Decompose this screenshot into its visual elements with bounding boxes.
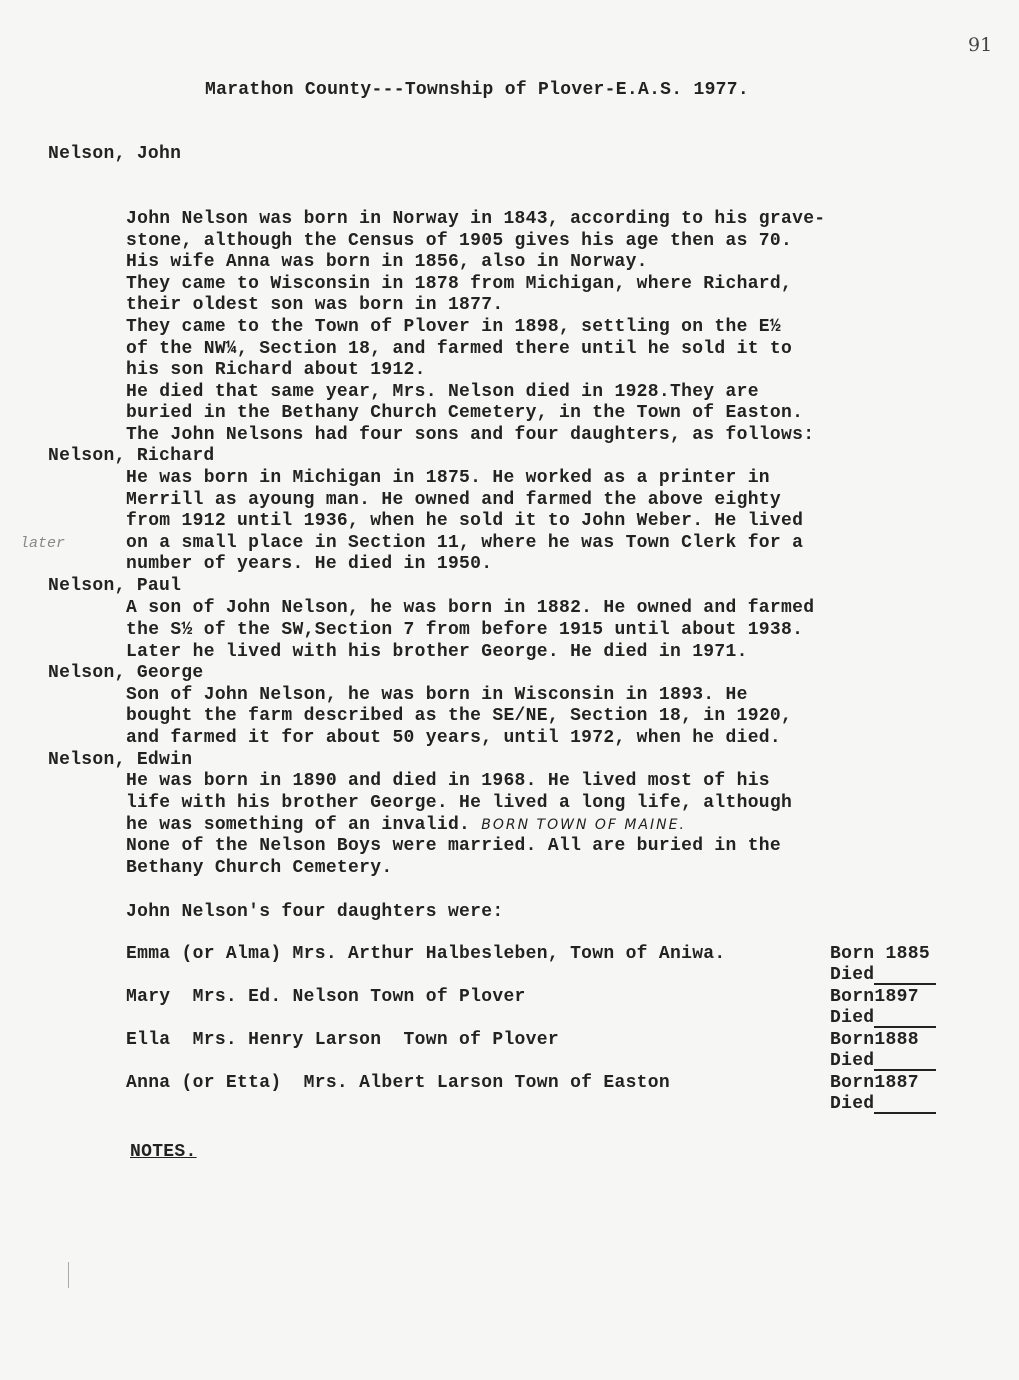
born-year: 1887 <box>874 1073 919 1093</box>
died-field <box>830 965 936 985</box>
died-field <box>830 1008 936 1028</box>
text-line: He was born in Michigan in 1875. He worked as a printer in <box>126 468 770 488</box>
born-label: Born <box>830 987 875 1007</box>
entry-name-richard: Nelson, Richard <box>48 446 215 466</box>
text-line: He died that same year, Mrs. Nelson died in 1928.They are <box>126 382 759 402</box>
text-line: Bethany Church Cemetery. <box>126 858 393 878</box>
born-field <box>830 987 919 1007</box>
text-line: They came to the Town of Plover in 1898, settling on the E½ <box>126 317 782 337</box>
text-line: They came to Wisconsin in 1878 from Michigan, where Richard, <box>126 274 793 294</box>
daughter-entry: Mary Mrs. Ed. Nelson Town of Plover <box>126 987 526 1007</box>
handwritten-note: BORN TOWN OF MAINE. <box>481 817 686 833</box>
page-header: Marathon County---Township of Plover-E.A.S. 1977. <box>205 80 749 100</box>
text-line: their oldest son was born in 1877. <box>126 295 504 315</box>
text-line: His wife Anna was born in 1856, also in Norway. <box>126 252 648 272</box>
text-line: John Nelson was born in Norway in 1843, according to his grave- <box>126 209 826 229</box>
entry-name-john: Nelson, John <box>48 144 182 164</box>
blank-line <box>874 1008 936 1028</box>
blank-line <box>874 965 936 985</box>
born-field <box>830 944 930 964</box>
notes-heading: NOTES. <box>130 1142 197 1162</box>
text-line: The John Nelsons had four sons and four daughters, as follows: <box>126 425 815 445</box>
text-line: on a small place in Section 11, where he was Town Clerk for a <box>126 533 804 553</box>
text-line: from 1912 until 1936, when he sold it to John Weber. He lived <box>126 511 804 531</box>
died-label: Died <box>830 1051 875 1071</box>
text-line: buried in the Bethany Church Cemetery, in the Town of Easton. <box>126 403 804 423</box>
paper-mark <box>68 1262 69 1288</box>
page-number: 91 <box>968 34 993 56</box>
margin-note: later <box>20 535 66 552</box>
text-line: the S½ of the SW,Section 7 from before 1915 until about 1938. <box>126 620 804 640</box>
died-label: Died <box>830 1008 875 1028</box>
entry-name-edwin: Nelson, Edwin <box>48 750 193 770</box>
blank-line <box>874 1094 936 1114</box>
text-line: stone, although the Census of 1905 gives his age then as 70. <box>126 231 793 251</box>
text-line: Son of John Nelson, he was born in Wisconsin in 1893. He <box>126 685 748 705</box>
died-label: Died <box>830 1094 875 1114</box>
born-field <box>830 1030 919 1050</box>
entry-name-george: Nelson, George <box>48 663 204 683</box>
born-label: Born <box>830 1073 875 1093</box>
died-label: Died <box>830 965 875 985</box>
text-line: Later he lived with his brother George. He died in 1971. <box>126 642 748 662</box>
born-year: 1885 <box>885 944 930 964</box>
text-line: his son Richard about 1912. <box>126 360 426 380</box>
entry-name-paul: Nelson, Paul <box>48 576 182 596</box>
text-line: None of the Nelson Boys were married. All are buried in the <box>126 836 782 856</box>
text-line: bought the farm described as the SE/NE, Section 18, in 1920, <box>126 706 793 726</box>
text-line: number of years. He died in 1950. <box>126 554 493 574</box>
text-line: and farmed it for about 50 years, until 1972, when he died. <box>126 728 782 748</box>
born-label: Born <box>830 944 875 964</box>
born-field <box>830 1073 919 1093</box>
daughter-entry: Anna (or Etta) Mrs. Albert Larson Town of Easton <box>126 1073 670 1093</box>
text-line: life with his brother George. He lived a long life, although <box>126 793 793 813</box>
born-year: 1897 <box>874 987 919 1007</box>
text-line: Merrill as ayoung man. He owned and farmed the above eighty <box>126 490 782 510</box>
daughter-entry: Emma (or Alma) Mrs. Arthur Halbesleben, Town of Aniwa. <box>126 944 726 964</box>
text-line: A son of John Nelson, he was born in 1882. He owned and farmed <box>126 598 815 618</box>
born-year: 1888 <box>874 1030 919 1050</box>
born-label: Born <box>830 1030 875 1050</box>
text-line: He was born in 1890 and died in 1968. He lived most of his <box>126 771 770 791</box>
died-field <box>830 1051 936 1071</box>
daughters-intro: John Nelson's four daughters were: <box>126 902 504 922</box>
text-line <box>126 815 686 835</box>
blank-line <box>874 1051 936 1071</box>
text-span: he was something of an invalid. <box>126 815 471 835</box>
daughter-entry: Ella Mrs. Henry Larson Town of Plover <box>126 1030 559 1050</box>
text-line: of the NW¼, Section 18, and farmed there until he sold it to <box>126 339 793 359</box>
died-field <box>830 1094 936 1114</box>
